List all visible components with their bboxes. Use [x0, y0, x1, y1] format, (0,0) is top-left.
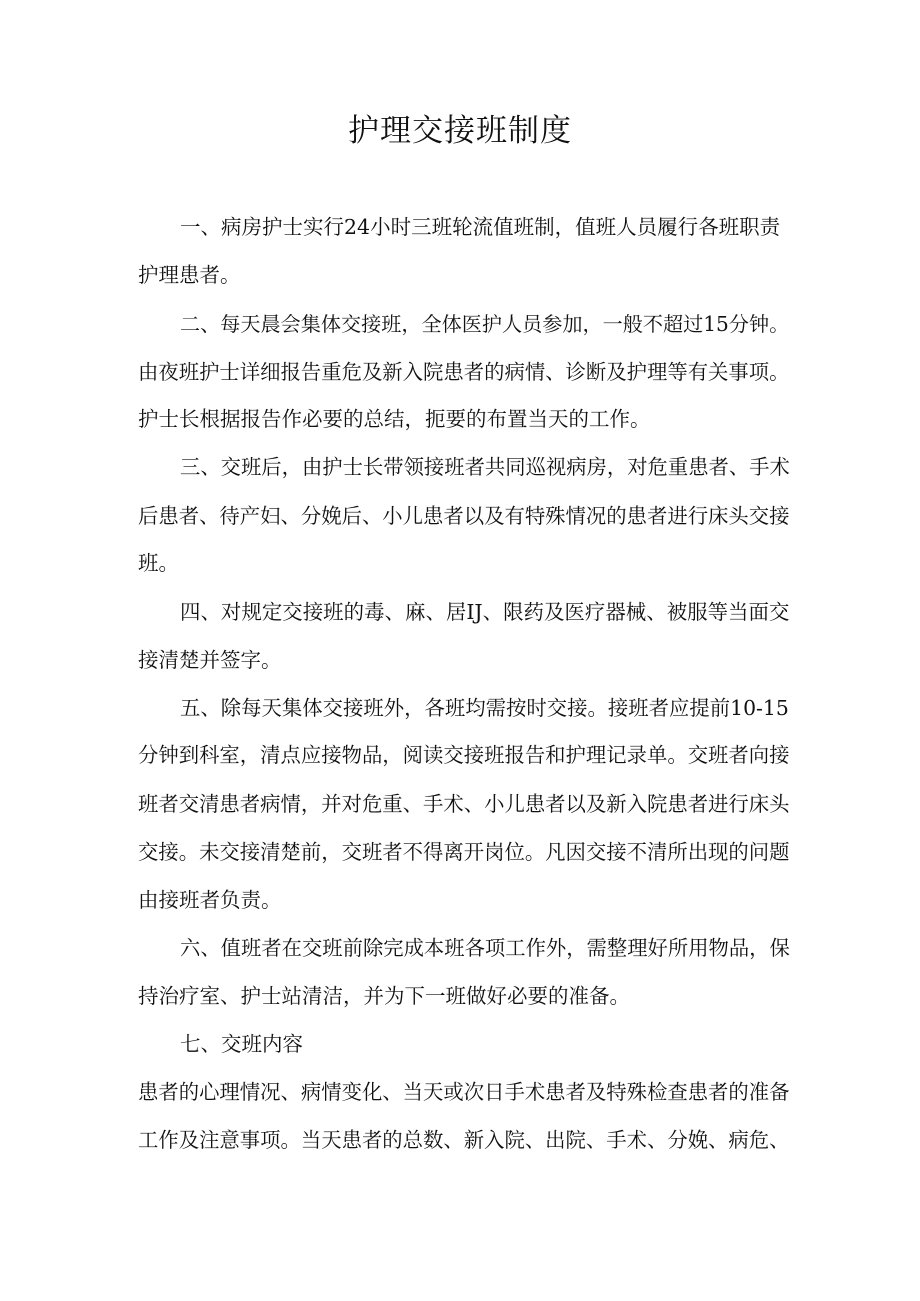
paragraph-6-line-2: 持治疗室、护士站清洁，并为下一班做好必要的准备。	[138, 984, 630, 1008]
paragraph-3-line-3: 班。	[138, 551, 179, 575]
paragraph-5-line-3: 班者交清患者病情，并对危重、手术、小儿患者以及新入院患者进行床头	[138, 792, 790, 816]
paragraph-1-line-2: 护理患者。	[138, 263, 241, 287]
document-title: 护理交接班制度	[348, 113, 572, 149]
paragraph-5-line-1: 五、除每天集体交接班外，各班均需按时交接。接班者应提前10-15	[180, 696, 789, 720]
paragraph-2-line-2: 由夜班护士详细报告重危及新入院患者的病情、诊断及护理等有关事项。	[138, 360, 790, 384]
paragraph-4-line-2: 接清楚并签字。	[138, 648, 282, 672]
paragraph-5-line-4: 交接。未交接清楚前，交班者不得离开岗位。凡因交接不清所出现的问题	[138, 840, 790, 864]
paragraph-2-line-3: 护士长根据报告作必要的总结，扼要的布置当天的工作。	[138, 407, 651, 431]
paragraph-7-line-1: 患者的心理情况、病情变化、当天或次日手术患者及特殊检查患者的准备	[138, 1080, 790, 1104]
paragraph-2-line-1: 二、每天晨会集体交接班，全体医护人员参加，一般不超过15分钟。	[180, 312, 790, 336]
paragraph-7-line-2: 工作及注意事项。当天患者的总数、新入院、出院、手术、分娩、病危、	[138, 1128, 790, 1152]
paragraph-1-line-1: 一、病房护士实行24小时三班轮流值班制，值班人员履行各班职责	[180, 215, 781, 239]
paragraph-6-line-1: 六、值班者在交班前除完成本班各项工作外，需整理好所用物品，保	[180, 936, 790, 960]
section-7-heading: 七、交班内容	[180, 1032, 303, 1056]
paragraph-3-line-2: 后患者、待产妇、分娩后、小儿患者以及有特殊情况的患者进行床头交接	[138, 504, 790, 528]
paragraph-5-line-2: 分钟到科室，清点应接物品，阅读交接班报告和护理记录单。交班者向接	[138, 743, 790, 767]
paragraph-3-line-1: 三、交班后，由护士长带领接班者共同巡视病房，对危重患者、手术	[180, 455, 790, 479]
paragraph-5-line-5: 由接班者负责。	[138, 888, 282, 912]
paragraph-4-line-1: 四、对规定交接班的毒、麻、居IJ、限药及医疗器械、被服等当面交	[180, 600, 790, 624]
